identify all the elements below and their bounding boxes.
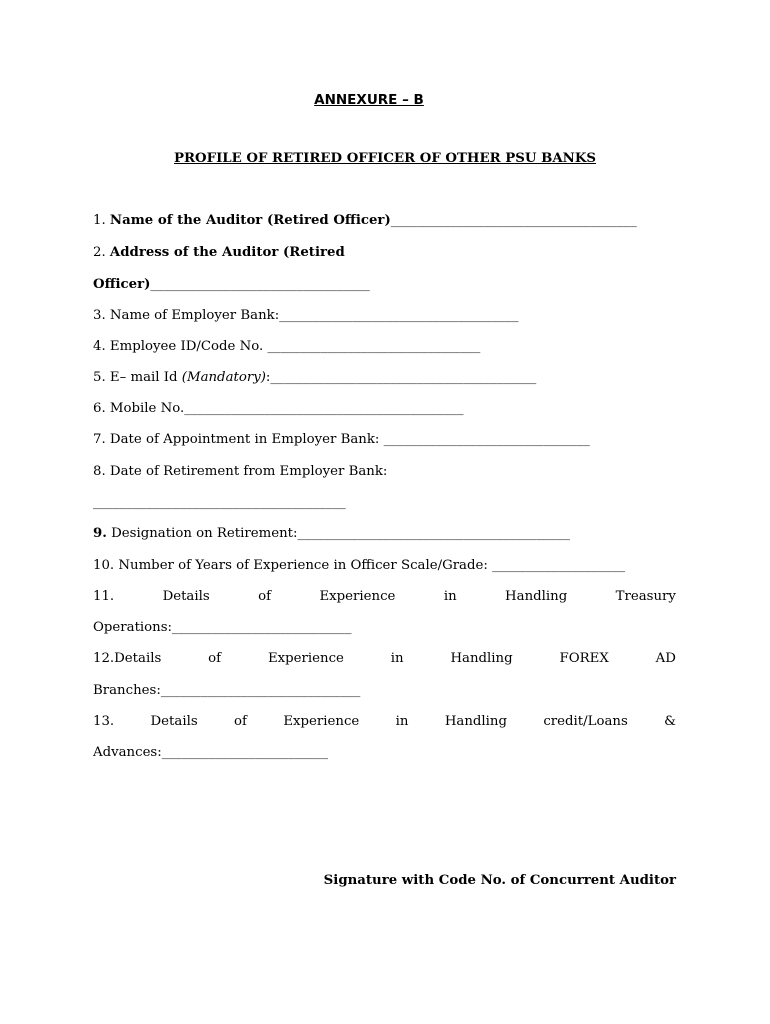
auditor-name-blank[interactable]: _____________________________________ bbox=[390, 213, 637, 228]
field-number: 9. bbox=[93, 526, 107, 541]
word: Treasury bbox=[615, 589, 676, 604]
field-label: Address of the Auditor (Retired bbox=[109, 245, 345, 260]
word: credit/Loans bbox=[543, 714, 628, 729]
field-label: 7. Date of Appointment in Employer Bank: bbox=[93, 432, 384, 447]
word: 11. bbox=[93, 589, 115, 604]
employer-bank-blank[interactable]: ____________________________________ bbox=[279, 308, 519, 323]
field-employee-id bbox=[93, 339, 480, 354]
years-experience-blank[interactable]: ____________________ bbox=[492, 558, 626, 573]
field-treasury-experience bbox=[93, 589, 676, 604]
credit-blank[interactable]: _________________________ bbox=[161, 745, 328, 760]
field-date-retirement-cont bbox=[93, 495, 346, 510]
designation-blank[interactable]: _________________________________________ bbox=[297, 526, 571, 541]
field-label: Designation on Retirement: bbox=[106, 526, 298, 541]
word: & bbox=[664, 714, 676, 729]
word: of bbox=[208, 651, 222, 666]
field-label: 8. Date of Retirement from Employer Bank: bbox=[93, 464, 388, 479]
word: Experience bbox=[319, 589, 396, 604]
word: Details bbox=[150, 714, 198, 729]
word: Details bbox=[162, 589, 210, 604]
field-label: 10. Number of Years of Experience in Officer Scale/Grade: bbox=[93, 558, 493, 573]
mobile-blank[interactable]: __________________________________________ bbox=[184, 401, 464, 416]
word: 12.Details bbox=[93, 651, 162, 666]
field-label: Name of the Auditor (Retired Officer) bbox=[109, 213, 391, 228]
field-label: Operations: bbox=[93, 620, 173, 635]
word: AD bbox=[655, 651, 676, 666]
word: of bbox=[258, 589, 272, 604]
field-label: Branches: bbox=[93, 683, 161, 698]
field-auditor-name bbox=[93, 213, 637, 228]
field-forex-experience bbox=[93, 651, 676, 666]
field-label: 4. Employee ID/Code No. bbox=[93, 339, 268, 354]
word: Experience bbox=[267, 651, 344, 666]
email-blank[interactable]: ________________________________________ bbox=[270, 370, 537, 385]
field-designation bbox=[93, 526, 570, 541]
word: FOREX bbox=[559, 651, 609, 666]
word: in bbox=[443, 589, 457, 604]
field-date-appointment bbox=[93, 432, 590, 447]
field-employer-bank bbox=[93, 308, 519, 323]
field-label: Officer) bbox=[93, 277, 151, 292]
field-date-retirement bbox=[93, 464, 387, 479]
field-credit-experience bbox=[93, 714, 676, 729]
field-colon: : bbox=[265, 370, 271, 385]
word: Experience bbox=[283, 714, 360, 729]
field-number: 2. bbox=[93, 245, 110, 260]
word: in bbox=[390, 651, 404, 666]
field-label: 6. Mobile No. bbox=[93, 401, 185, 416]
field-auditor-address bbox=[93, 245, 345, 260]
form-title: PROFILE OF RETIRED OFFICER OF OTHER PSU BANKS bbox=[174, 151, 596, 166]
field-mobile bbox=[93, 401, 464, 416]
field-label: 3. Name of Employer Bank: bbox=[93, 308, 280, 323]
field-credit-experience-cont bbox=[93, 745, 328, 760]
word: of bbox=[234, 714, 247, 729]
word: Handling bbox=[450, 651, 513, 666]
word: in bbox=[395, 714, 409, 729]
annexure-heading: ANNEXURE – B bbox=[314, 92, 424, 108]
field-email bbox=[93, 370, 536, 385]
field-treasury-experience-cont bbox=[93, 620, 352, 635]
word: Handling bbox=[505, 589, 568, 604]
signature-line: Signature with Code No. of Concurrent Auditor bbox=[323, 873, 676, 888]
word: 13. bbox=[93, 714, 115, 729]
date-retirement-blank[interactable]: ______________________________________ bbox=[93, 495, 346, 510]
field-forex-experience-cont bbox=[93, 683, 360, 698]
word: Handling bbox=[444, 714, 507, 729]
treasury-blank[interactable]: ___________________________ bbox=[172, 620, 352, 635]
field-label: Advances: bbox=[93, 745, 162, 760]
mandatory-note: (Mandatory) bbox=[181, 370, 266, 385]
field-number: 1. bbox=[93, 213, 110, 228]
forex-blank[interactable]: ______________________________ bbox=[160, 683, 361, 698]
auditor-address-blank[interactable]: _________________________________ bbox=[150, 277, 370, 292]
field-auditor-address-cont bbox=[93, 277, 370, 292]
employee-id-blank[interactable]: ________________________________ bbox=[267, 339, 481, 354]
date-appointment-blank[interactable]: _______________________________ bbox=[383, 432, 590, 447]
field-label: 5. E– mail Id bbox=[93, 370, 182, 385]
field-years-experience bbox=[93, 558, 625, 573]
